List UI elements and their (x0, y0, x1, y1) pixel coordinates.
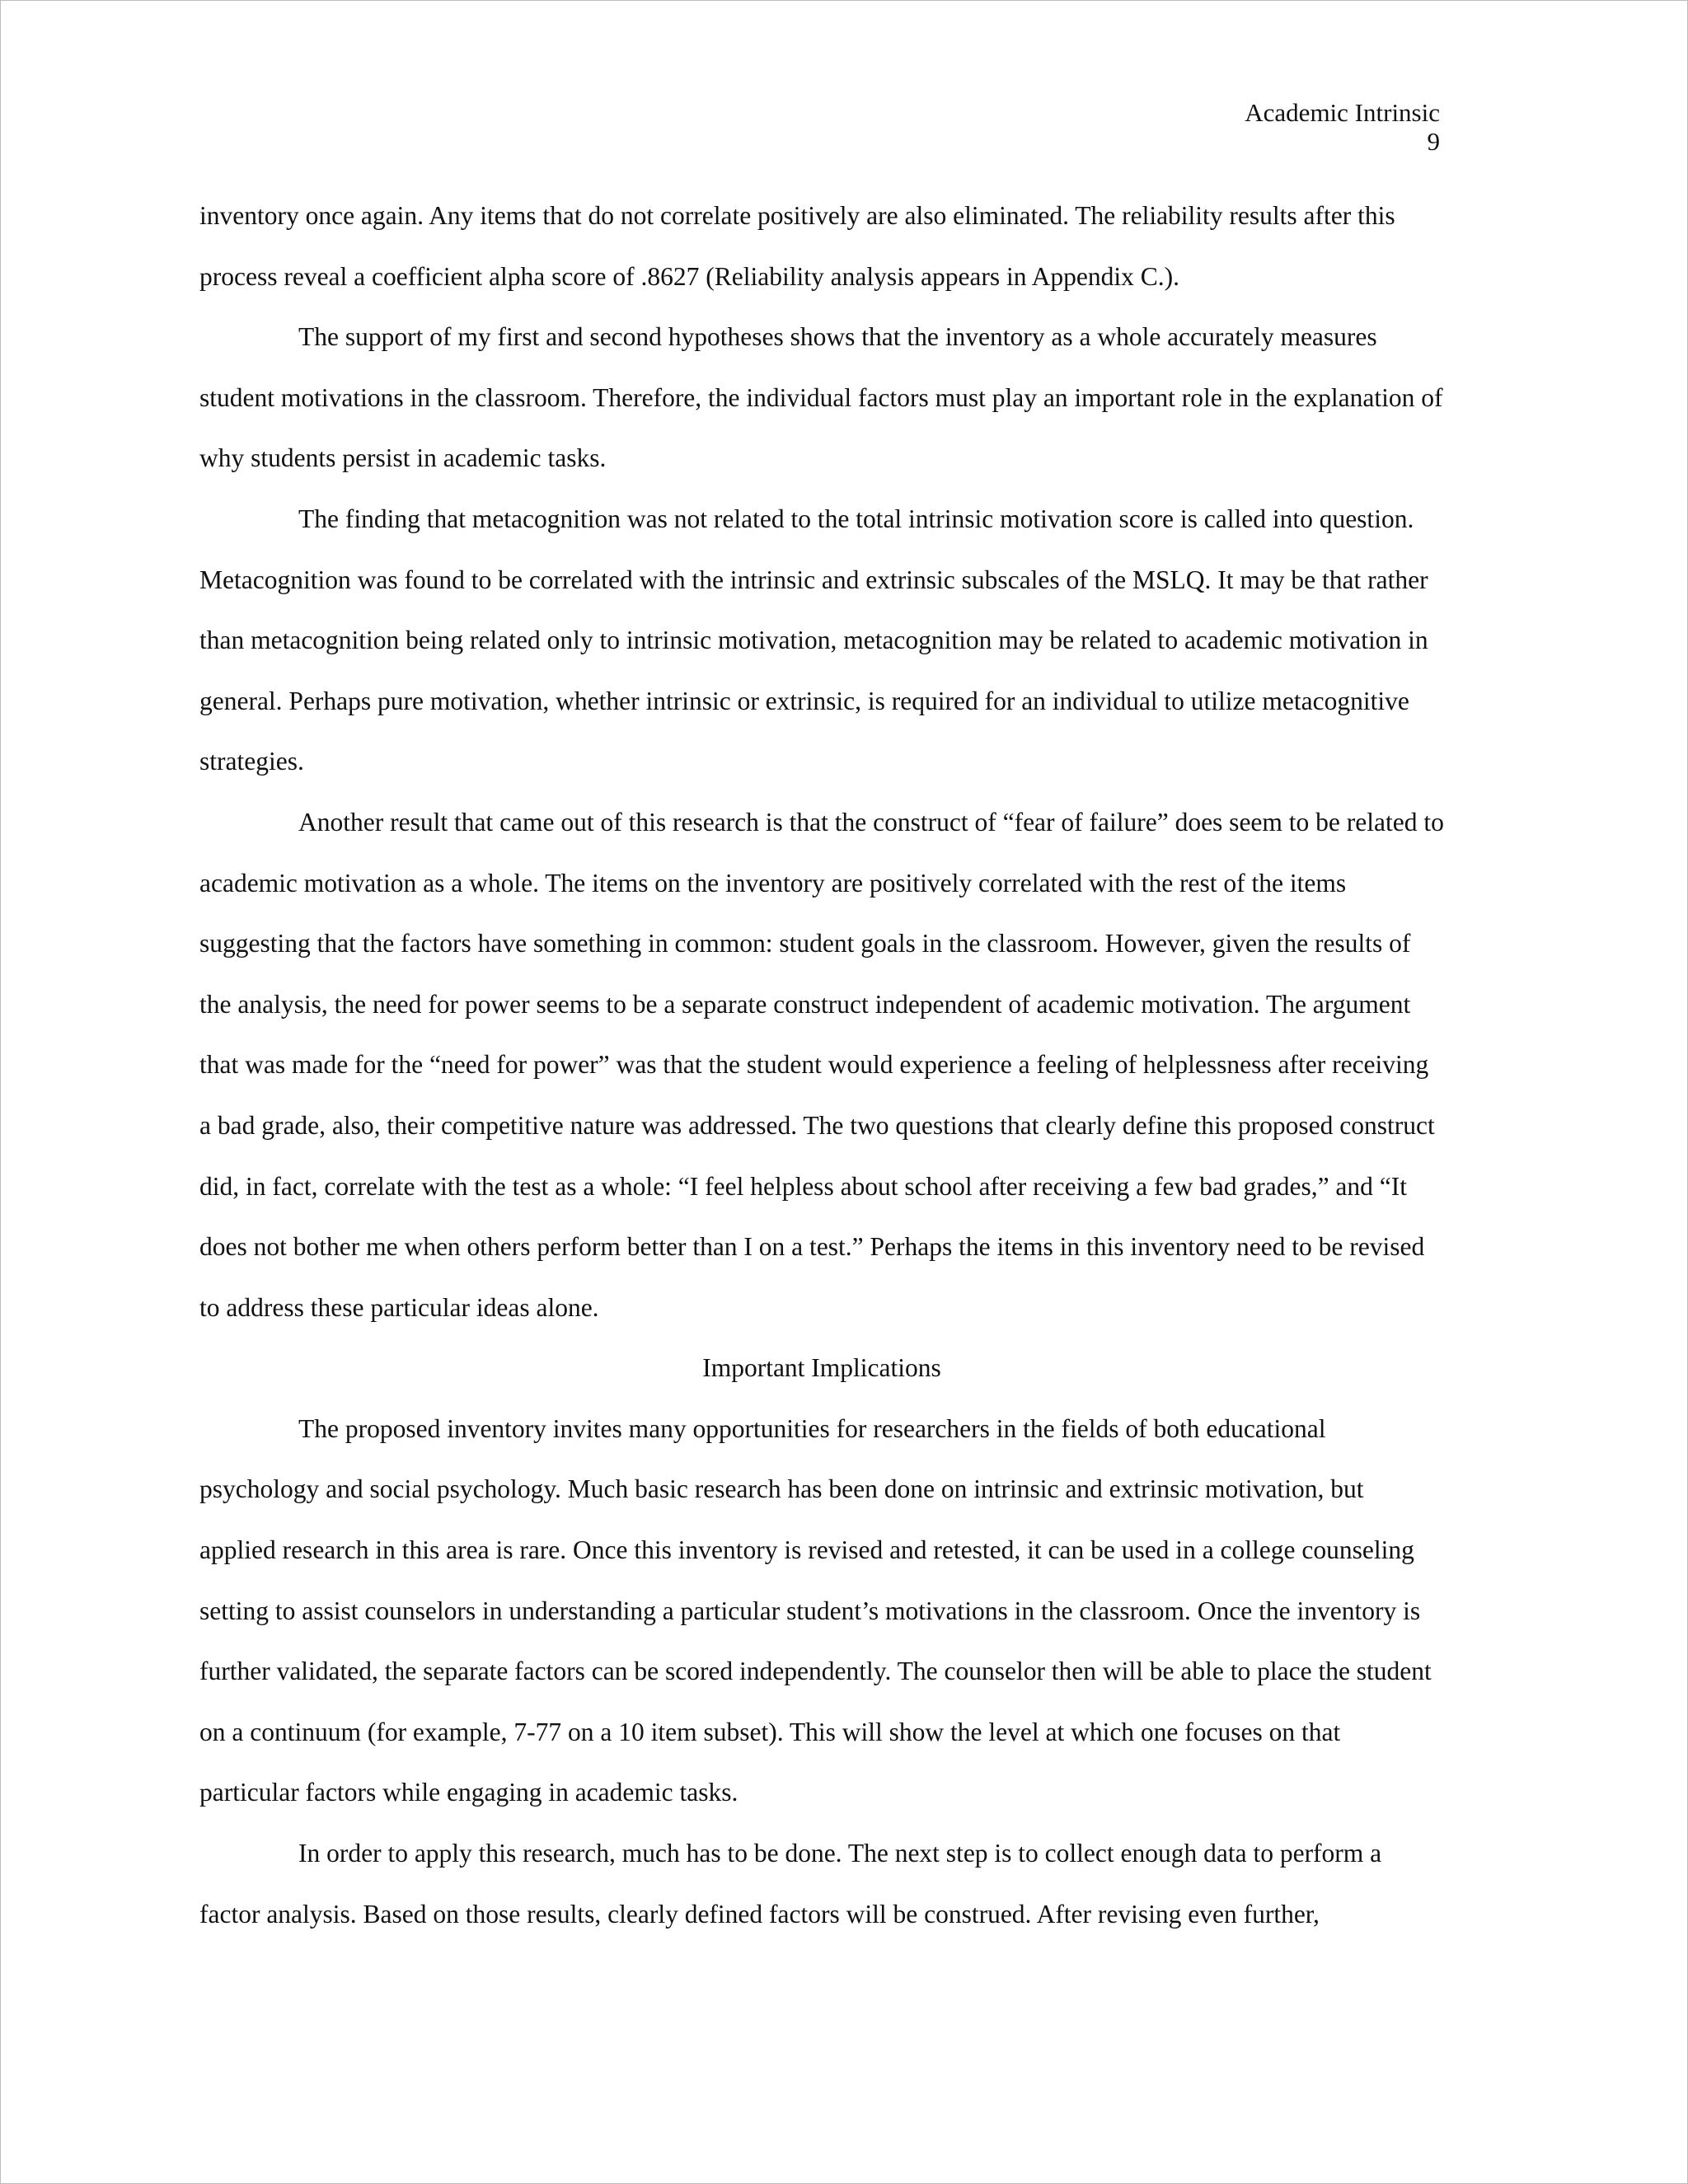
document-body (199, 185, 1444, 1944)
paragraph-hypotheses: The support of my first and second hypotheses shows that the inventory as a whole accurately measures student motivations in the classroom. Therefore, the individual factors must play an important role in the explanation of why students persist in academic tasks. (199, 322, 1443, 473)
paragraph-next-steps: In order to apply this research, much has to be done. The next step is to collect enough data to perform a factor analysis. Based on those results, clearly defined factors will be construed. After revising even further, (199, 1839, 1382, 1929)
running-head-title: Academic Intrinsic (1245, 98, 1440, 127)
paragraph-metacognition: The finding that metacognition was not related to the total intrinsic motivation score is called into question. Metacognition was found to be correlated with the intrinsic and extrinsic subscales of the MSLQ. It may be that rather than metacognition being related only to intrinsic motivation, metacognition may be related to academic motivation in general. Perhaps pure motivation, whether intrinsic or extrinsic, is required for an individual to utilize metacognitive strategies. (199, 504, 1428, 776)
page-number: 9 (1427, 127, 1440, 156)
paragraph-implications: The proposed inventory invites many opportunities for researchers in the fields of both educational psychology and social psychology. Much basic research has been done on intrinsic and extrinsic motivation, but applied research in this area is rare. Once this inventory is revised and retested, it can be used in a college counseling setting to assist counselors in understanding a particular student’s motivations in the classroom. Once the inventory is further validated, the separate factors can be scored independently. The counselor then will be able to place the student on a continuum (for example, 7-77 on a 10 item subset). This will show the level at which one focuses on that particular factors while engaging in academic tasks. (199, 1413, 1432, 1807)
paragraph-fear-of-failure: Another result that came out of this research is that the construct of “fear of failure” does seem to be related to academic motivation as a whole. The items on the inventory are positively correlated with the rest of the items suggesting that the factors have something in common: student goals in the classroom. However, given the results of the analysis, the need for power seems to be a separate construct independent of academic motivation. The argument that was made for the “need for power” was that the student would experience a feeling of helplessness after receiving a bad grade, also, their competitive nature was addressed. The two questions that clearly define this proposed construct did, in fact, correlate with the test as a whole: “I feel helpless about school after receiving a few bad grades,” and “It does not bother me when others perform better than I on a test.” Perhaps the items in this inventory need to be revised to address these particular ideas alone. (199, 807, 1444, 1322)
running-head (1245, 98, 1440, 156)
section-heading: Important Implications (702, 1353, 941, 1383)
paragraph-continued: inventory once again. Any items that do not correlate positively are also eliminated. The reliability results after this process reveal a coefficient alpha score of .8627 (Reliability analysis appears in Appendix C.). (199, 201, 1395, 291)
